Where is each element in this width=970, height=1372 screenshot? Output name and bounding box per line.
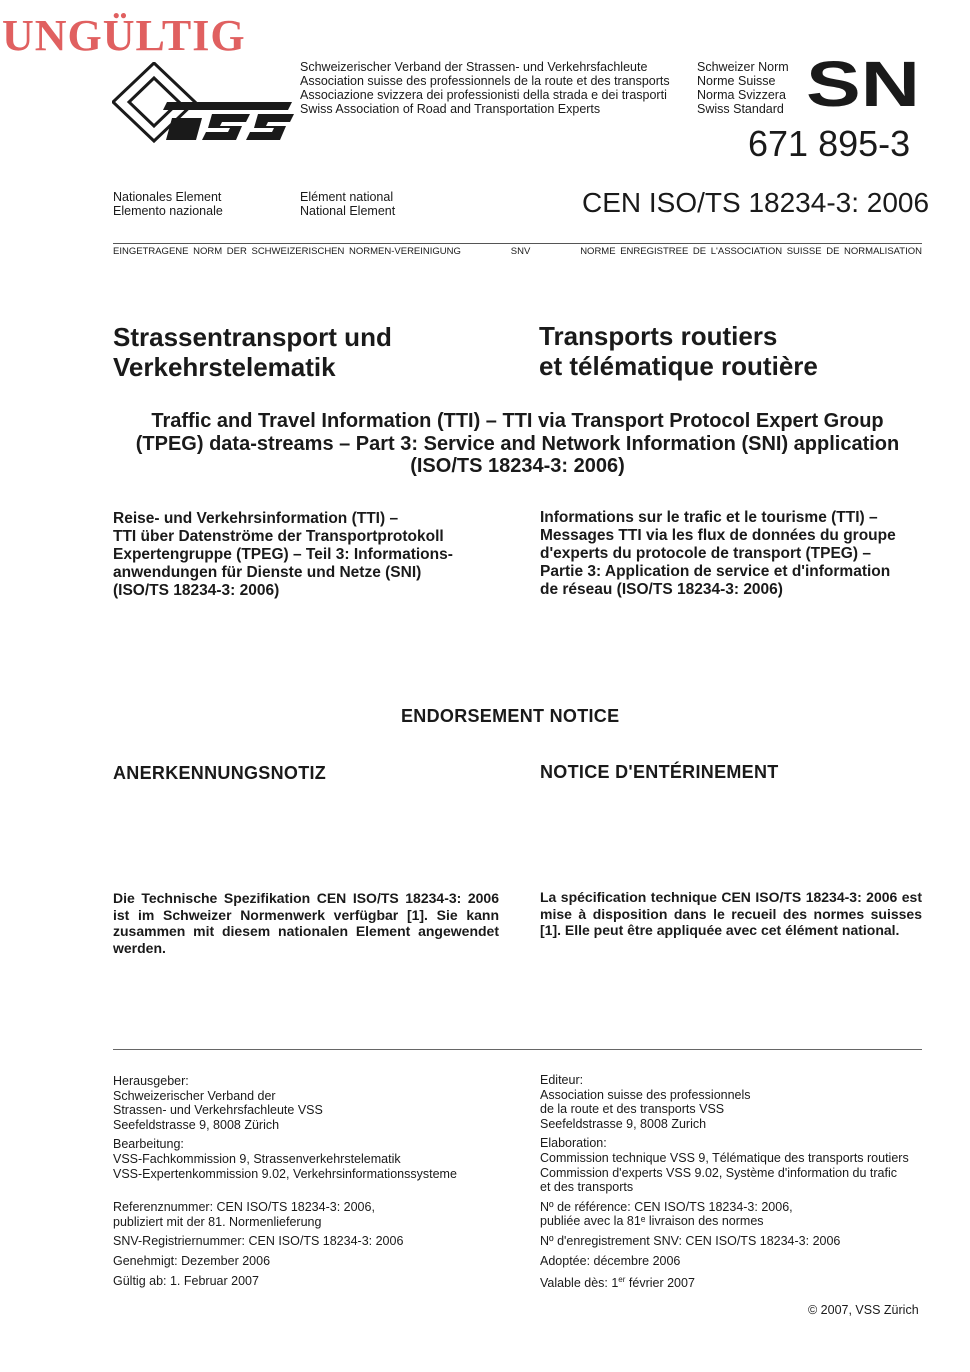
approved-fr: Adoptée: décembre 2006: [540, 1253, 681, 1268]
footer-de: [113, 1074, 457, 1288]
subtitle-de: [113, 510, 453, 600]
editing-label-fr: Elaboration:: [540, 1136, 607, 1151]
reference-line-fr: publiée avec la 81ᵉ livraison des normes: [540, 1214, 764, 1229]
editing-line-fr: Commission d'experts VSS 9.02, Système d'information du trafic: [540, 1165, 898, 1180]
publisher-line-de: Schweizerischer Verband der: [113, 1088, 276, 1103]
subtitle-fr-line: de réseau (ISO/TS 18234-3: 2006): [540, 581, 783, 598]
norm-type-en: Swiss Standard: [697, 102, 784, 116]
publisher-label-fr: Editeur:: [540, 1073, 584, 1087]
valid-from-fr-prefix: Valable dès: 1: [540, 1276, 619, 1291]
registration-snv: SNV: [510, 246, 531, 257]
subtitle-de-line: (ISO/TS 18234-3: 2006): [113, 582, 280, 599]
snv-number-de: SNV-Registriernummer: CEN ISO/TS 18234-3: 2006: [113, 1234, 404, 1249]
reference-line-de: Referenznummer: CEN ISO/TS 18234-3: 2006,: [113, 1200, 375, 1215]
document-number: 671 895-3: [748, 123, 911, 164]
subtitle-fr-line: Messages TTI via les flux de données du groupe: [540, 527, 896, 544]
publisher-line-fr: de la route et des transports VSS: [540, 1102, 725, 1117]
reference-line-de: publiziert mit der 81. Normenlieferung: [113, 1214, 322, 1229]
approved-de: Genehmigt: Dezember 2006: [113, 1253, 271, 1268]
notice-body-fr: La spécification technique CEN ISO/TS 18234-3: 2006 est mise à disposition dans le recueil des normes suisses [1]. Elle peut être appliquée avec cet élément national.: [540, 889, 922, 938]
snv-number-fr: Nº d'enregistrement SNV: CEN ISO/TS 18234-3: 2006: [540, 1233, 841, 1248]
association-names: [300, 60, 670, 116]
title-fr-line: Transports routiers: [539, 321, 778, 351]
subtitle-fr-line: Informations sur le trafic et le tourisme (TTI) –: [540, 509, 878, 526]
norm-type-de: Schweizer Norm: [697, 60, 789, 74]
association-line-it: Associazione svizzera dei professionisti della strada e dei trasporti: [300, 88, 667, 102]
publisher-line-fr: Seefeldstrasse 9, 8008 Zurich: [540, 1116, 707, 1131]
subtitle-de-line: anwendungen für Dienste und Netze (SNI): [113, 564, 422, 581]
national-element-it: Elemento nazionale: [113, 204, 223, 218]
title-de: [113, 322, 392, 382]
editing-line-de: VSS-Fachkommission 9, Strassenverkehrstelematik: [113, 1151, 401, 1166]
vss-logo-letters: [163, 102, 294, 140]
editing-line-fr: et des transports: [540, 1180, 634, 1195]
reference-line-fr: Nº de référence: CEN ISO/TS 18234-3: 2006,: [540, 1199, 793, 1214]
editing-line-de: VSS-Expertenkommission 9.02, Verkehrsinformationssysteme: [113, 1166, 457, 1181]
association-line-fr: Association suisse des professionnels de la route et des transports: [300, 74, 670, 88]
title-en-line: (TPEG) data-streams – Part 3: Service and Network Information (SNI) application: [135, 432, 900, 455]
valid-from-de: Gültig ab: 1. Februar 2007: [113, 1273, 259, 1288]
notice-title-de: ANERKENNUNGSNOTIZ: [113, 763, 327, 783]
title-de-line: Verkehrstelematik: [113, 352, 336, 382]
valid-from-fr-sup: er: [618, 1275, 626, 1285]
title-fr-line: et télématique routière: [539, 351, 818, 381]
subtitle-de-line: TTI über Datenströme der Transportprotokoll: [113, 528, 444, 545]
endorsement-notice-title: ENDORSEMENT NOTICE: [401, 706, 620, 726]
association-line-en: Swiss Association of Road and Transportation Experts: [300, 102, 601, 116]
notice-body-de: Die Technische Spezifikation CEN ISO/TS 18234-3: 2006 ist im Schweizer Normenwerk verfügbar [1]. Sie kann zusammen mit diesem nationalen Element angewendet werden.: [113, 890, 499, 956]
subtitle-fr-line: Partie 3: Application de service et d'information: [540, 563, 891, 580]
footer-fr: [540, 1073, 909, 1291]
national-element-fr: Elément national: [300, 190, 394, 204]
national-element-de-it: [113, 190, 223, 218]
sn-logo-text: SN: [806, 54, 920, 110]
title-de-line: Strassentransport und: [113, 322, 392, 352]
national-element-fr-en: [300, 190, 395, 218]
association-line-de: Schweizerischer Verband der Strassen- und Verkehrsfachleute: [300, 60, 648, 74]
national-element-de: Nationales Element: [113, 190, 222, 204]
publisher-line-de: Seefeldstrasse 9, 8008 Zürich: [113, 1117, 280, 1132]
publisher-line-de: Strassen- und Verkehrsfachleute VSS: [113, 1103, 323, 1118]
vss-logo: [112, 62, 294, 144]
footer-divider: [113, 1049, 922, 1050]
standard-reference: CEN ISO/TS 18234-3: 2006: [582, 187, 930, 218]
editing-label-de: Bearbeitung:: [113, 1137, 184, 1152]
subtitle-fr: [540, 509, 896, 599]
title-en: [113, 410, 922, 478]
subtitle-fr-line: d'experts du protocole de transport (TPEG) –: [540, 545, 871, 562]
norm-type: [697, 60, 789, 116]
publisher-label-de: Herausgeber:: [113, 1074, 189, 1088]
invalid-stamp: UNGÜLTIG: [2, 11, 246, 60]
valid-from-fr: [540, 1273, 909, 1291]
subtitle-de-line: Expertengruppe (TPEG) – Teil 3: Informations-: [113, 546, 453, 563]
registration-line: [113, 243, 922, 257]
sn-logo: [806, 54, 922, 110]
publisher-line-fr: Association suisse des professionnels: [540, 1087, 751, 1102]
copyright: © 2007, VSS Zürich: [808, 1303, 919, 1317]
title-en-line: (ISO/TS 18234-3: 2006): [410, 455, 625, 477]
national-element-en: National Element: [300, 204, 396, 218]
registration-fr: NORME ENREGISTREE DE L'ASSOCIATION SUISSE DE NORMALISATION: [580, 246, 922, 257]
registration-de: EINGETRAGENE NORM DER SCHWEIZERISCHEN NORMEN-VEREINIGUNG: [113, 246, 461, 257]
notice-title-fr: NOTICE D'ENTÉRINEMENT: [540, 762, 779, 782]
norm-type-it: Norma Svizzera: [697, 88, 786, 102]
title-en-line: Traffic and Travel Information (TTI) – TTI via Transport Protocol Expert Group: [151, 410, 884, 432]
title-fr: [539, 321, 818, 381]
subtitle-de-line: Reise- und Verkehrsinformation (TTI) –: [113, 510, 399, 527]
valid-from-fr-suffix: février 2007: [625, 1276, 695, 1291]
norm-type-fr: Norme Suisse: [697, 74, 776, 88]
editing-line-fr: Commission technique VSS 9, Télématique des transports routiers: [540, 1150, 909, 1165]
